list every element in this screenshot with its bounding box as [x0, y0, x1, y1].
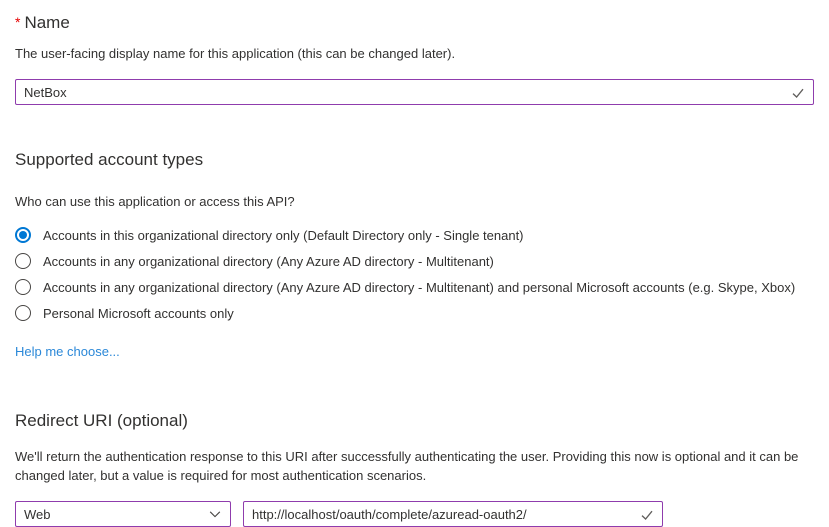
chevron-down-icon	[208, 507, 222, 521]
account-types-radio-group	[15, 222, 814, 326]
platform-select[interactable]	[15, 501, 231, 527]
radio-option-label: Accounts in any organizational directory (Any Azure AD directory - Multitenant) and personal Microsoft accounts (e.g. Skype, Xbox)	[43, 279, 796, 295]
redirect-uri-section	[15, 409, 814, 527]
radio-button-icon	[15, 279, 31, 295]
radio-option-personal-only[interactable]	[15, 300, 814, 326]
name-section	[15, 10, 814, 105]
name-input[interactable]	[16, 80, 813, 104]
help-me-choose-link[interactable]: Help me choose...	[15, 344, 120, 359]
redirect-uri-controls	[15, 501, 814, 527]
name-description: The user-facing display name for this application (this can be changed later).	[15, 46, 456, 61]
radio-button-icon	[15, 253, 31, 269]
radio-option-label: Accounts in any organizational directory (Any Azure AD directory - Multitenant)	[43, 253, 494, 269]
redirect-uri-title: Redirect URI (optional)	[15, 411, 188, 430]
required-asterisk: *	[15, 14, 21, 30]
radio-button-icon	[15, 305, 31, 321]
radio-option-multitenant[interactable]	[15, 248, 814, 274]
redirect-uri-description: We'll return the authentication response to this URI after successfully authenticating the user. Providing this now is optional and it can be changed later, but a value is required for most authentication scenarios.	[15, 449, 799, 483]
account-types-title: Supported account types	[15, 150, 204, 169]
radio-option-single-tenant[interactable]	[15, 222, 814, 248]
name-field-wrapper	[15, 79, 814, 105]
platform-select-value: Web	[24, 506, 51, 522]
account-types-section	[15, 148, 814, 361]
account-types-question: Who can use this application or access this API?	[15, 194, 295, 209]
radio-option-label: Accounts in this organizational directory only (Default Directory only - Single tenant)	[43, 227, 524, 243]
redirect-uri-input[interactable]	[244, 502, 662, 526]
radio-option-multitenant-personal[interactable]	[15, 274, 814, 300]
name-section-title-text: Name	[24, 13, 70, 32]
redirect-uri-field-wrapper	[243, 501, 663, 527]
radio-button-icon	[15, 227, 31, 243]
name-section-title	[15, 10, 814, 35]
radio-option-label: Personal Microsoft accounts only	[43, 305, 234, 321]
